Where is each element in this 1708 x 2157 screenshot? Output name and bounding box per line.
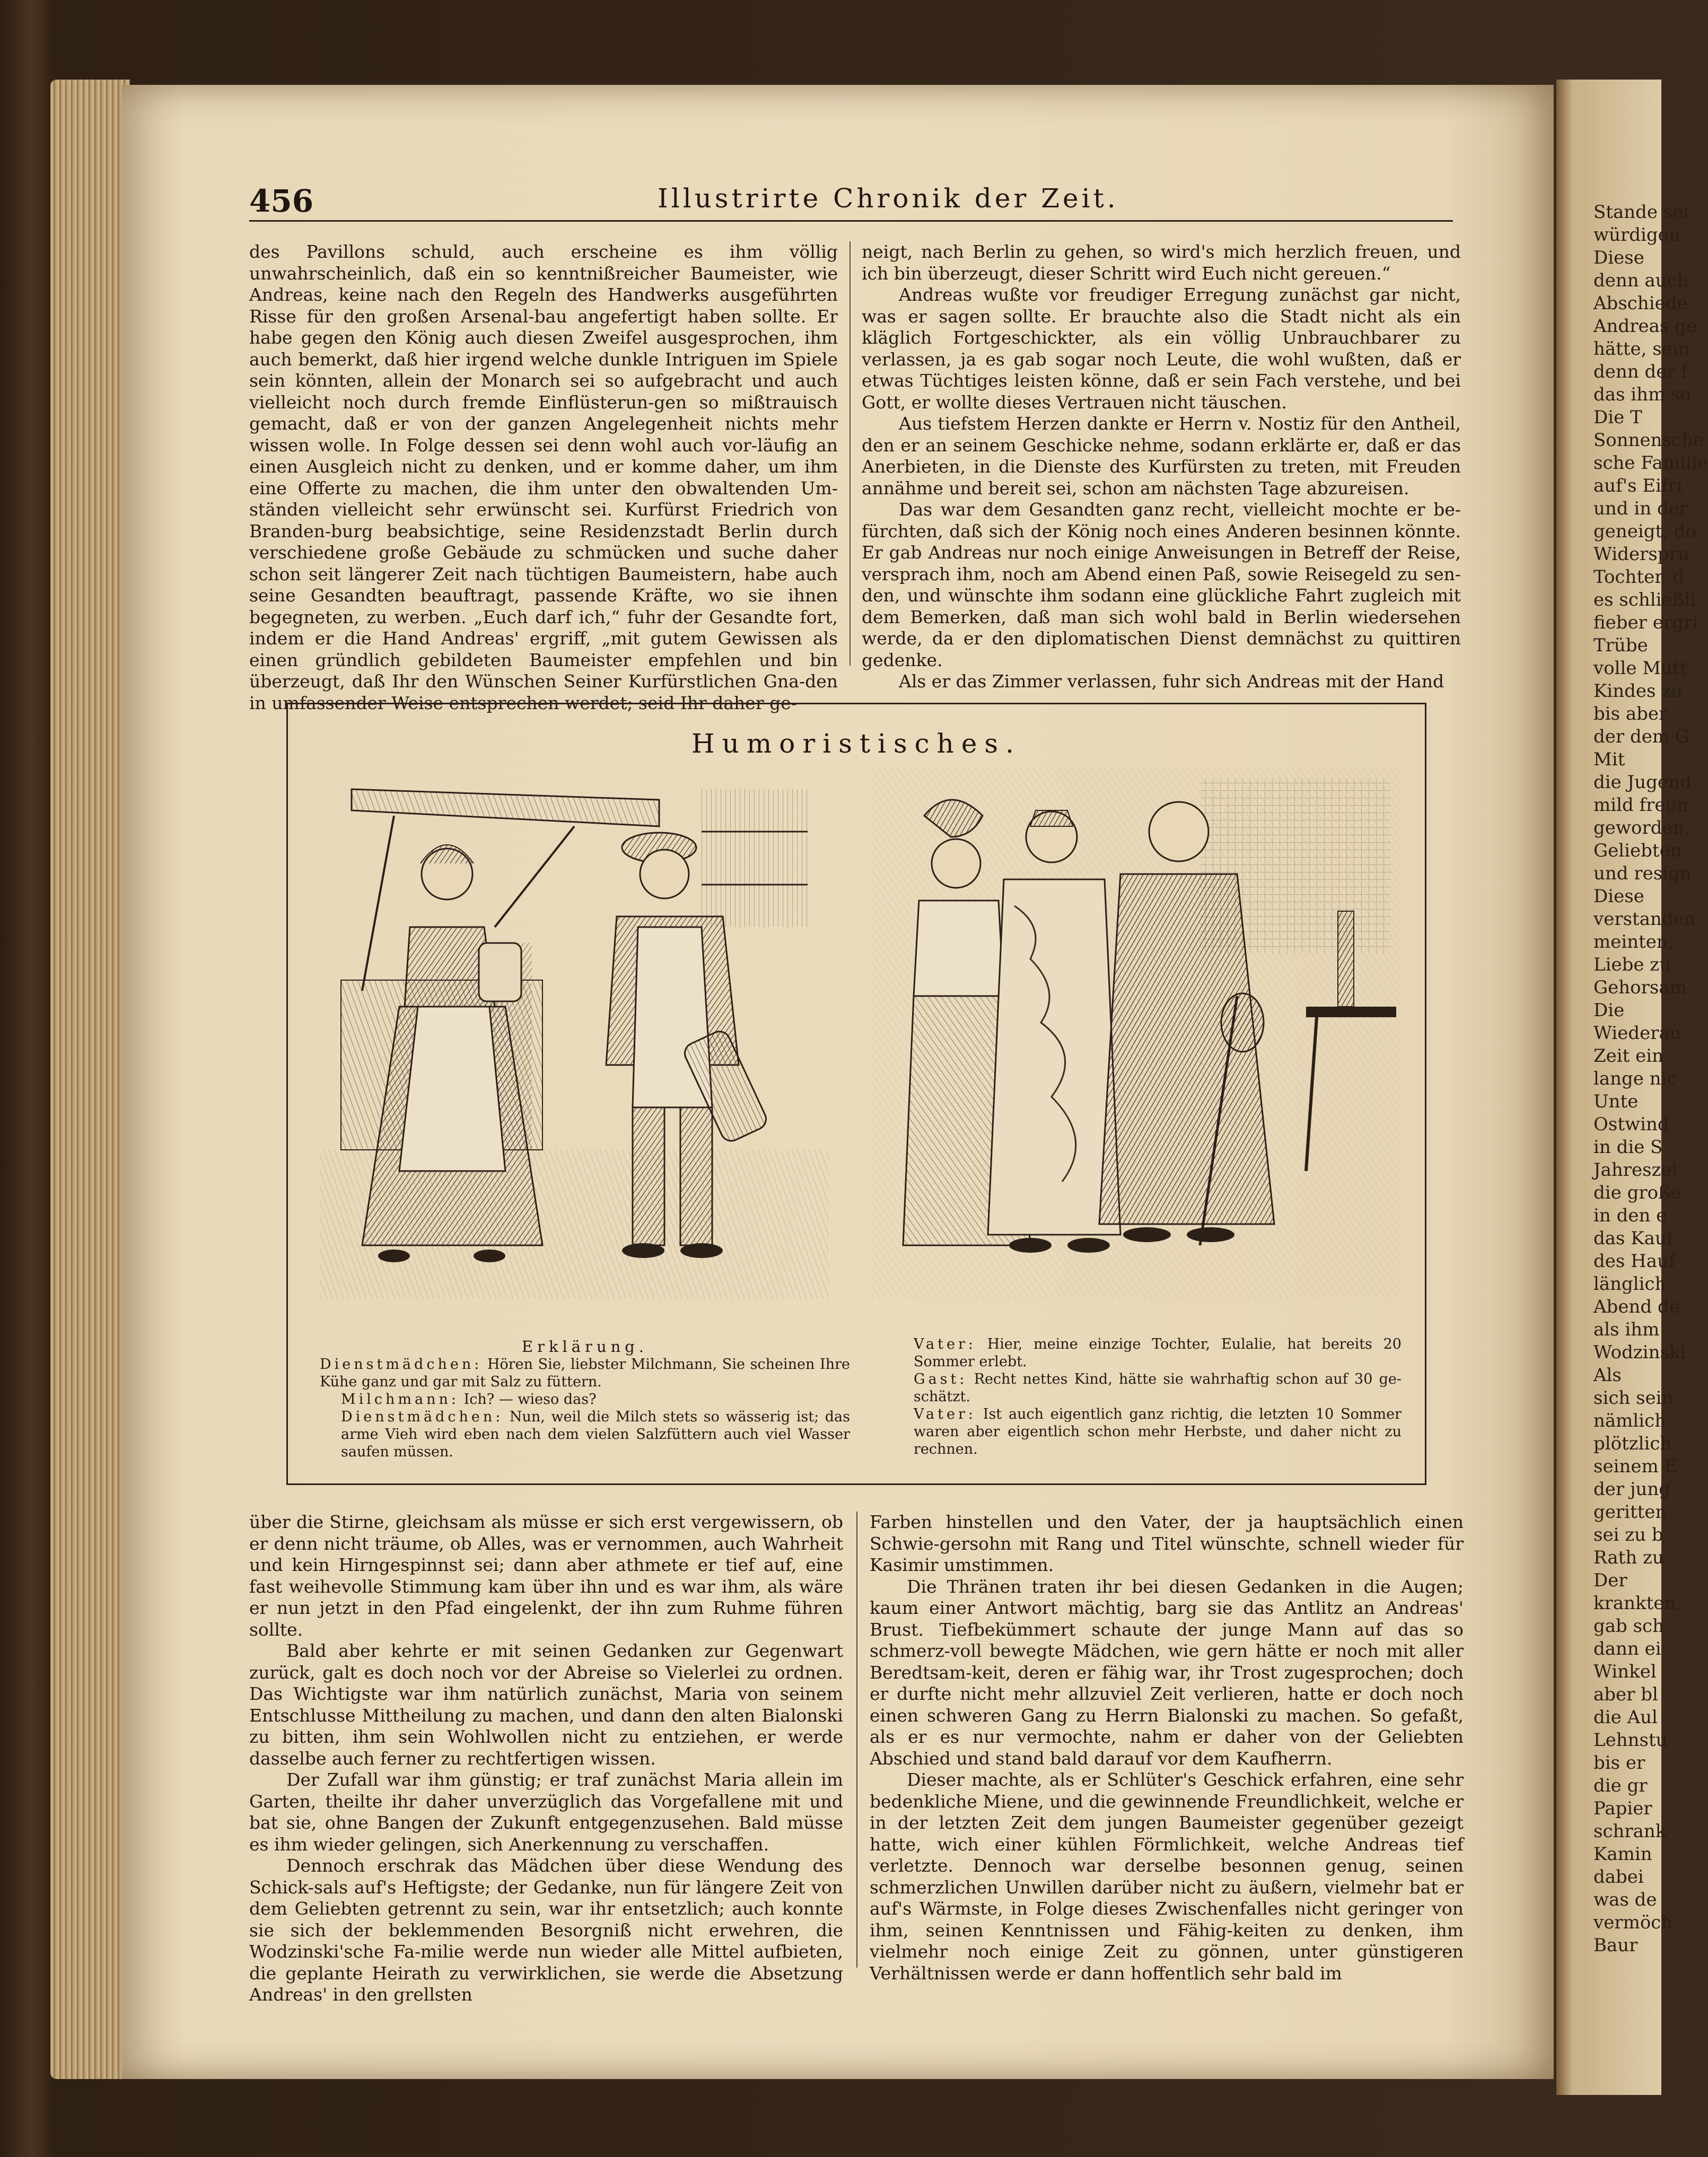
facing-page-fragment: Tochter, d: [1593, 566, 1685, 588]
facing-page-fragment: die große: [1593, 1182, 1681, 1203]
text-column-bottom-right: [870, 1512, 1464, 1984]
column-divider: [856, 1512, 857, 1968]
facing-page-fragment: fieber ergri: [1593, 612, 1698, 633]
facing-page-fragment: Sonnensche: [1593, 430, 1704, 451]
facing-page-fragment: und resign: [1593, 863, 1692, 884]
caption-speaker: Vater:: [914, 1336, 976, 1352]
facing-page-fragment: nämlich: [1593, 1410, 1667, 1431]
caption-text: Nun, weil die Milch stets so wässerig ist; das arme Vieh wird eben nach dem vielen Salzfüttern auch viel Wasser saufen müssen.: [341, 1409, 850, 1460]
caption-left: [320, 1338, 850, 1461]
paragraph: Dennoch erschrak das Mädchen über diese Wendung des Schick-sals auf's Heftigste; der Gedanke, nun für längere Zeit von dem Geliebten getrennt zu sein, war ihr entsetzlich; auch konnte sie sich der beklemmenden Besorgniß nicht erwehren, die Wodzinski'sche Fa-milie werde nun wieder alle Mittel aufbieten, die geplante Heirath zu verwirklichen, sie werde die Absetzung Andreas' in den grellsten: [249, 1855, 843, 2005]
paragraph: Andreas wußte vor freudiger Erregung zunächst gar nicht, was er sagen sollte. Er brauchte also die Stadt nicht als ein kläglich Fortgeschickter, als ein völlig Unbrauchbarer zu verlassen, ja es gab sogar noch Leute, die wohl wußten, daß er etwas Tüchtiges leisten könne, daß er sein Fach verstehe, und bei Gott, er wollte dieses Vertrauen nicht täuschen.: [862, 284, 1461, 413]
facing-page-fragment: als ihm: [1593, 1319, 1660, 1340]
facing-page-fragment: Andreas ge: [1593, 316, 1697, 337]
facing-page-fragment: Gehorsam: [1593, 977, 1687, 998]
facing-page-fragment: Diese: [1593, 247, 1644, 268]
facing-page-fragment: vermöch: [1593, 1912, 1673, 1933]
facing-page-fragment: dann ei: [1593, 1638, 1661, 1660]
paragraph: Bald aber kehrte er mit seinen Gedanken zur Gegenwart zurück, galt es doch noch vor der Abreise so Vielerlei zu ordnen. Das Wichtigste war ihm natürlich zunächst, Maria von seinem Entschlusse Mittheilung zu machen, und dann den alten Bialonski zu bitten, ihm sein Wohlwollen nicht zu entziehen, er werde dasselbe auch ferner zu rechtfertigen wissen.: [249, 1640, 843, 1769]
facing-page-fragment: Als: [1593, 1365, 1622, 1386]
facing-page-fragment: schrank: [1593, 1821, 1667, 1842]
facing-page-fragment: Trübe: [1593, 635, 1648, 656]
facing-page-fragment: Lehnstu: [1593, 1730, 1668, 1751]
facing-page-fragment: Abend de: [1593, 1296, 1680, 1317]
facing-page-fragment: Kindes zu: [1593, 680, 1683, 702]
facing-page-fragment: gab sch: [1593, 1615, 1664, 1637]
caption-speaker: Gast:: [914, 1371, 968, 1387]
facing-page-fragment: meinten,: [1593, 931, 1674, 953]
paragraph: Die Thränen traten ihr bei diesen Gedanken in die Augen; kaum einer Antwort mächtig, barg sie das Antlitz an Andreas' Brust. Tiefbekümmert schaute der junge Mann auf das so schmerz-voll bewegte Mädchen, wie gern hätte er noch mit aller Beredtsam-keit, deren er fähig war, ihr Trost zugesprochen; doch er durfte nicht mehr allzuviel Zeit verlieren, hatte er doch noch einen schweren Gang zu Herrn Bialonski zu machen. So gefaßt, als er es nur vermochte, nahm er daher von der Geliebten Abschied und stand bald darauf vor dem Kaufherrn.: [870, 1576, 1464, 1769]
facing-page-fragment: Diese: [1593, 886, 1644, 907]
facing-page-fragment: geritten: [1593, 1501, 1667, 1523]
caption-text: Ich? — wieso das?: [463, 1391, 597, 1408]
facing-page-fragment: Geliebten: [1593, 840, 1682, 861]
facing-page-fragment: hätte, sein: [1593, 338, 1690, 360]
facing-page-fragment: Liebe zu: [1593, 954, 1671, 975]
text-column-top-left: [249, 241, 838, 713]
paragraph: Aus tiefstem Herzen dankte er Herrn v. Nostiz für den Antheil, den er an seinem Geschicke nehme, sodann erklärte er, daß er das Anerbieten, in die Dienste des Kurfürsten zu treten, mit Freuden annähme und bereit sei, schon am nächsten Tage abzureisen.: [862, 413, 1461, 499]
facing-page-fragment: seinem E: [1593, 1456, 1678, 1477]
column-divider: [849, 241, 851, 666]
facing-page-fragment: des Hauf: [1593, 1251, 1676, 1272]
facing-page-fragment: Mit: [1593, 749, 1625, 770]
facing-page-fragment: länglich: [1593, 1273, 1667, 1295]
caption-line: [320, 1356, 850, 1391]
facing-page-fragment: Zeit ein: [1593, 1045, 1663, 1067]
facing-page-fragment: Jahreszei: [1593, 1159, 1678, 1181]
facing-page-fragment: Kamin: [1593, 1844, 1652, 1865]
caption-line: [320, 1391, 850, 1408]
caption-speaker: Dienstmädchen:: [320, 1356, 483, 1373]
paragraph: Der Zufall war ihm günstig; er traf zunächst Maria allein im Garten, theilte ihr daher unverzüglich das Vorgefallene mit und bat sie, ohne Bangen der Zukunft entgegenzusehen. Bald müsse es ihm wieder gelingen, sich Anerkennung zu verschaffen.: [249, 1769, 843, 1855]
illustration-box: [286, 703, 1426, 1485]
facing-page-fragment: geneigt, do: [1593, 521, 1697, 542]
facing-page-fragment: lange nic: [1593, 1068, 1677, 1089]
facing-page-fragment: bis er: [1593, 1752, 1645, 1774]
facing-page-fragment: Rath zu: [1593, 1547, 1664, 1568]
facing-page-fragment: sei zu b: [1593, 1524, 1663, 1545]
facing-page-fragment: plötzlich: [1593, 1433, 1672, 1454]
facing-page-fragment: Unte: [1593, 1091, 1639, 1112]
facing-page-fragment: der dem G: [1593, 726, 1690, 747]
facing-page-fragment: die gr: [1593, 1775, 1648, 1796]
facing-page-fragment: sche Familie: [1593, 452, 1708, 474]
caption-speaker: Vater:: [914, 1406, 976, 1422]
caption-heading: Erklärung.: [521, 1338, 649, 1356]
facing-page-fragment: sich sein: [1593, 1387, 1674, 1409]
paragraph: Als er das Zimmer verlassen, fuhr sich Andreas mit der Hand: [899, 671, 1444, 692]
facing-page-fragment: geworden,: [1593, 817, 1691, 839]
facing-page-fragment: Winkel: [1593, 1661, 1657, 1682]
facing-page-fragment: krankten,: [1593, 1593, 1682, 1614]
paragraph: Das war dem Gesandten ganz recht, vielleicht mochte er be-fürchten, daß sich der König noch eines Anderen besinnen könnte. Er gab Andreas nur noch einige Anweisungen in Betreff der Reise, versprach ihm, noch am Abend einen Paß, sowie Reisegeld zu sen-den, und wünschte ihm sodann eine glückliche Fahrt zugleich mit dem Bemerken, daß man sich wohl bald in Berlin wiedersehen werde, da er den diplomatischen Dienst demnächst zu quittiren gedenke.: [862, 499, 1461, 670]
caption-speaker: Milchmann:: [341, 1391, 460, 1408]
paragraph: über die Stirne, gleichsam als müsse er sich erst vergewissern, ob er denn nicht träume, ob Alles, was er vernommen, auch Wahrheit und kein Hirngespinnst sei; dann aber athmete er tief auf, eine fast weihevolle Stimmung kam über ihn und es war ihm, als wäre er nun jetzt in den Pfad eingelenkt, der ihn zum Ruhme führen sollte.: [249, 1512, 843, 1640]
engraving-father-daughter-guest: [871, 768, 1402, 1320]
caption-right: [892, 1335, 1402, 1458]
facing-page-fragment: was de: [1593, 1889, 1657, 1910]
facing-page-fragment: bis aber: [1593, 703, 1668, 724]
facing-page-fragment: denn auch: [1593, 270, 1689, 291]
facing-page-fragment: das Kauf: [1593, 1228, 1674, 1249]
facing-page-fragment: das ihm so: [1593, 384, 1692, 405]
engraving-maid-and-milkman: [320, 768, 829, 1320]
facing-page-fragment: die Aul: [1593, 1707, 1658, 1728]
text-column-top-right: [862, 241, 1461, 692]
text-column-bottom-left: [249, 1512, 843, 2005]
facing-page: [1556, 80, 1708, 2095]
caption-text: Hier, meine einzige Tochter, Eulalie, hat bereits 20 Sommer erlebt.: [914, 1336, 1402, 1370]
paragraph: neigt, nach Berlin zu gehen, so wird's mich herzlich freuen, und ich bin überzeugt, dieser Schritt wird Euch nicht gereuen.“: [862, 241, 1461, 284]
caption-speaker: Dienstmädchen:: [341, 1409, 504, 1425]
facing-page-fragment: Baur: [1593, 1935, 1638, 1956]
page-stack-edges: [50, 80, 130, 2079]
facing-page-fragment: auf's Eifri: [1593, 475, 1683, 496]
facing-page-fragment: die Jugend: [1593, 772, 1692, 793]
facing-page-fragment: verstanden: [1593, 909, 1696, 930]
caption-line: [892, 1405, 1402, 1458]
facing-page-fragment: aber bl: [1593, 1684, 1658, 1705]
facing-page-fragment: würdigen: [1593, 224, 1680, 246]
running-title: Illustrirte Chronik der Zeit.: [658, 183, 1119, 214]
facing-page-fragment: Papier: [1593, 1798, 1652, 1819]
facing-page-fragment: es schließli: [1593, 589, 1696, 610]
caption-line: [892, 1335, 1402, 1370]
facing-page-fragment: und in der: [1593, 498, 1688, 519]
paragraph: Dieser machte, als er Schlüter's Geschick erfahren, eine sehr bedenkliche Miene, und die gewinnende Freundlichkeit, welche er in der letzten Zeit dem jungen Baumeister gegenüber gezeigt hatte, wich einer kühlen Förmlichkeit, welche Andreas tief verletzte. Dennoch war derselbe besonnen genug, seinen schmerzlichen Unwillen darüber nicht zu äußern, vielmehr bat er auf's Wärmste, in Folge dieses Zwischenfalles nicht geringer von ihm, seinen Kenntnissen und Fähig-keiten zu denken, ihm vielmehr noch einige Zeit zu gönnen, unter günstigeren Verhältnissen werde er dann hoffentlich sehr bald im: [870, 1769, 1464, 1984]
caption-text: Hören Sie, liebster Milchmann, Sie scheinen Ihre Kühe ganz und gar mit Salz zu füttern.: [320, 1356, 850, 1390]
facing-page-fragment: Die T: [1593, 407, 1642, 428]
facing-page-fragment: Abschiede: [1593, 293, 1688, 314]
facing-page-fragment: denn der f: [1593, 361, 1688, 382]
paragraph: des Pavillons schuld, auch erscheine es ihm völlig unwahrscheinlich, daß ein so kenntnißreicher Baumeister, wie Andreas, keine nach den Regeln des Handwerks ausgeführten Risse für den großen Arsenal-bau angefertigt haben sollte. Er habe gegen den König auch diesen Zweifel ausgesprochen, ihm auch bemerkt, daß hier irgend welche dunkle Intriguen im Spiele sein könnten, allein der Monarch sei so aufgebracht und auch vielleicht noch durch fremde Einflüsterun-gen so mißtrauisch gemacht, daß er von der ganzen Angelegenheit nichts mehr wissen wolle. In Folge dessen sei denn wohl auch vor-läufig an einen Ausgleich nicht zu denken, und er komme daher, um ihm eine Offerte zu machen, die ihm unter den obwaltenden Um-ständen vielleicht sehr erwünscht sei. Kurfürst Friedrich von Branden-burg beabsichtige, seine Residenzstadt Berlin durch verschiedene große Gebäude zu schmücken und suche daher schon seit längerer Zeit nach tüchtigen Baumeistern, habe auch seine Gesandten beauftragt, passende Kräfte, wo sie ihnen begegneten, zu werben. „Euch darf ich,“ fuhr der Gesandte fort, indem er die Hand Andreas' ergriff, „mit gutem Gewissen als einen gründlich gebildeten Baumeister empfehlen und bin überzeugt, daß Ihr den Wünschen Seiner Kurfürstlichen Gna-den in umfassender Weise entsprechen werdet; seid Ihr daher ge-: [249, 241, 838, 713]
caption-line: [892, 1370, 1402, 1405]
illustration-title: Humoristisches.: [691, 728, 1021, 759]
facing-page-fragment: mild freun: [1593, 794, 1689, 816]
page-number: 456: [249, 183, 314, 219]
facing-page-fragment: dabei: [1593, 1866, 1644, 1888]
facing-page-fragment: Die: [1593, 1000, 1625, 1021]
paragraph: Farben hinstellen und den Vater, der ja hauptsächlich einen Schwie-gersohn mit Rang und Titel wünschte, schnell wieder für Kasimir umstimmen.: [870, 1512, 1464, 1575]
facing-page-fragment: Widerspru: [1593, 544, 1689, 565]
header-rule: [249, 220, 1453, 222]
caption-text: Ist auch eigentlich ganz richtig, die letzten 10 Sommer waren aber eigentlich schon mehr Herbste, und daher nicht zu rechnen.: [914, 1406, 1402, 1457]
facing-page-fragment: Stande sei: [1593, 202, 1689, 223]
facing-page-fragment: Der: [1593, 1570, 1627, 1591]
facing-page-fragment: in den e: [1593, 1205, 1667, 1226]
facing-page-fragment: Ostwind: [1593, 1114, 1669, 1135]
facing-page-fragment: in die S: [1593, 1137, 1663, 1158]
facing-page-fragment: volle Mutt: [1593, 658, 1687, 679]
facing-page-fragment: Wiederau: [1593, 1023, 1681, 1044]
facing-page-fragment: der jung: [1593, 1479, 1671, 1500]
facing-page-fragment: Wodzinski: [1593, 1342, 1686, 1363]
caption-text: Recht nettes Kind, hätte sie wahrhaftig schon auf 30 ge-schätzt.: [914, 1371, 1402, 1405]
caption-line: [320, 1408, 850, 1461]
